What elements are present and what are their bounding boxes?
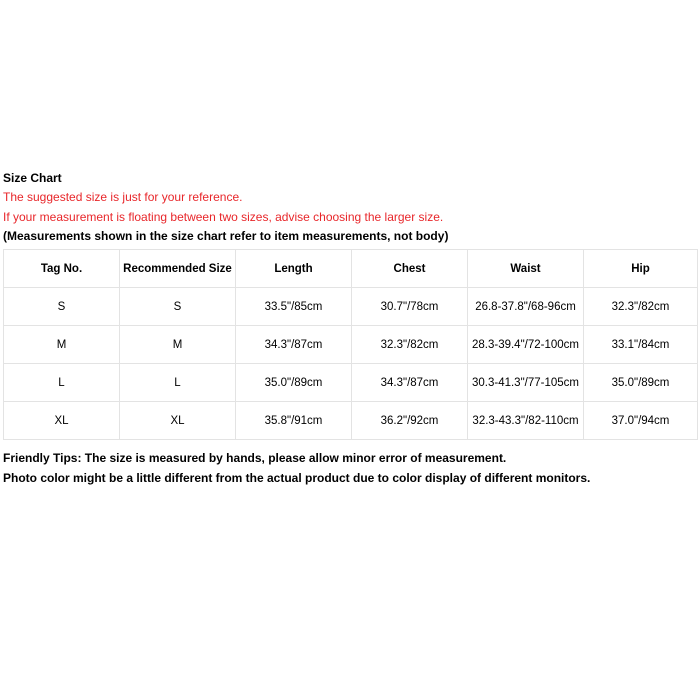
cell-chest: 36.2"/92cm [352, 402, 468, 440]
cell-tag-no: L [4, 364, 120, 402]
cell-length: 35.8"/91cm [236, 402, 352, 440]
header-recommended-size: Recommended Size [120, 250, 236, 288]
size-table [3, 249, 698, 440]
larger-size-advice: If your measurement is floating between two sizes, advise choosing the larger size. [3, 210, 444, 224]
header-waist: Waist [468, 250, 584, 288]
cell-length: 34.3"/87cm [236, 326, 352, 364]
header-hip: Hip [584, 250, 698, 288]
table-row [4, 326, 698, 364]
cell-chest: 34.3"/87cm [352, 364, 468, 402]
cell-recommended-size: XL [120, 402, 236, 440]
cell-hip: 35.0"/89cm [584, 364, 698, 402]
table-header-row [4, 250, 698, 288]
header-chest: Chest [352, 250, 468, 288]
cell-length: 35.0"/89cm [236, 364, 352, 402]
cell-length: 33.5"/85cm [236, 288, 352, 326]
table-row [4, 288, 698, 326]
header-length: Length [236, 250, 352, 288]
table-row [4, 364, 698, 402]
cell-hip: 33.1"/84cm [584, 326, 698, 364]
cell-hip: 37.0"/94cm [584, 402, 698, 440]
cell-recommended-size: S [120, 288, 236, 326]
cell-hip: 32.3"/82cm [584, 288, 698, 326]
cell-recommended-size: M [120, 326, 236, 364]
header-tag-no: Tag No. [4, 250, 120, 288]
cell-waist: 28.3-39.4"/72-100cm [468, 326, 584, 364]
size-chart-title: Size Chart [3, 171, 62, 185]
measurement-disclaimer: (Measurements shown in the size chart refer to item measurements, not body) [3, 229, 449, 243]
friendly-tips: Friendly Tips: The size is measured by hands, please allow minor error of measurement. [3, 451, 507, 465]
reference-note: The suggested size is just for your reference. [3, 190, 243, 204]
table-row [4, 402, 698, 440]
cell-tag-no: XL [4, 402, 120, 440]
cell-waist: 32.3-43.3"/82-110cm [468, 402, 584, 440]
cell-waist: 26.8-37.8"/68-96cm [468, 288, 584, 326]
cell-chest: 30.7"/78cm [352, 288, 468, 326]
cell-tag-no: M [4, 326, 120, 364]
cell-tag-no: S [4, 288, 120, 326]
cell-waist: 30.3-41.3"/77-105cm [468, 364, 584, 402]
cell-chest: 32.3"/82cm [352, 326, 468, 364]
photo-color-disclaimer: Photo color might be a little different from the actual product due to color display of different monitors. [3, 471, 591, 485]
cell-recommended-size: L [120, 364, 236, 402]
